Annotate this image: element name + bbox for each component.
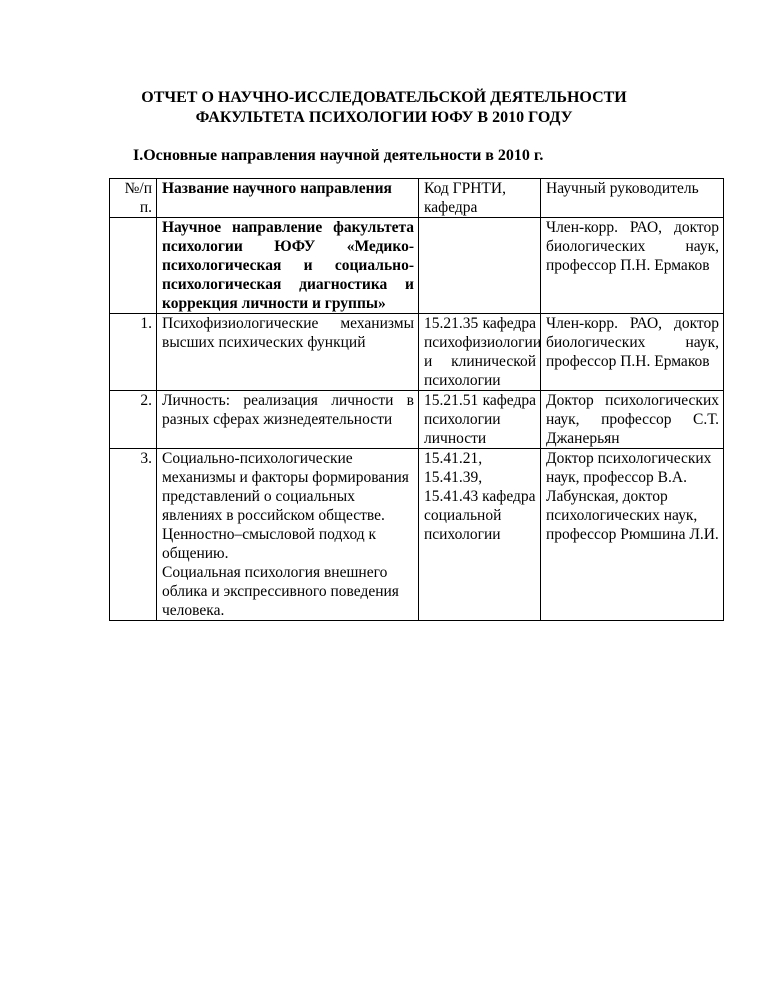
row-name-line: Ценностно–смысловой подход к общению.	[162, 526, 377, 562]
row-num: 2.	[110, 391, 157, 449]
header-num: №/п п.	[110, 179, 157, 218]
document-title	[0, 88, 768, 128]
row-leader: Доктор психологических наук, профессор С.Т. Джанерьян	[541, 391, 724, 449]
row-code: 15.41.21, 15.41.39, 15.41.43 кафедра социальной психологии	[419, 449, 541, 621]
title-line-2: ФАКУЛЬТЕТА ПСИХОЛОГИИ ЮФУ В 2010 ГОДУ	[195, 109, 573, 126]
row-code: 15.21.51 кафедра психологии личности	[419, 391, 541, 449]
title-line-1: ОТЧЕТ О НАУЧНО-ИССЛЕДОВАТЕЛЬСКОЙ ДЕЯТЕЛЬНОСТИ	[141, 89, 627, 106]
row-leader: Доктор психологических наук, профессор В.А. Лабунская, доктор психологических наук, профессор Рюмшина Л.И.	[541, 449, 724, 621]
table-row	[110, 314, 724, 391]
row-name-line: Социально-психологические механизмы и факторы формирования представлений о социальных явлениях в российском обществе.	[162, 450, 409, 524]
row-name-line: Социальная психология внешнего облика и экспрессивного поведения человека.	[162, 564, 399, 619]
row-num: 1.	[110, 314, 157, 391]
row-num: 3.	[110, 449, 157, 621]
row-num	[110, 218, 157, 314]
header-name: Название научного направления	[157, 179, 419, 218]
row-code: 15.21.35 кафедра психофизиологии и клинической психологии	[419, 314, 541, 391]
table-header-row	[110, 179, 724, 218]
row-name: Психофизиологические механизмы высших психических функций	[157, 314, 419, 391]
row-leader: Член-корр. РАО, доктор биологических наук, профессор П.Н. Ермаков	[541, 218, 724, 314]
row-name: Личность: реализация личности в разных сферах жизнедеятельности	[157, 391, 419, 449]
section-heading: I.Основные направления научной деятельности в 2010 г.	[133, 147, 544, 164]
row-name: Научное направление факультета психологии ЮФУ «Медико-психологическая и социально-психологическая диагностика и коррекция личности и группы»	[157, 218, 419, 314]
header-code: Код ГРНТИ, кафедра	[419, 179, 541, 218]
table-row	[110, 449, 724, 621]
table-row	[110, 391, 724, 449]
research-directions-table	[109, 178, 724, 621]
table-row	[110, 218, 724, 314]
row-leader: Член-корр. РАО, доктор биологических наук, профессор П.Н. Ермаков	[541, 314, 724, 391]
row-code	[419, 218, 541, 314]
row-name	[157, 449, 419, 621]
header-leader: Научный руководитель	[541, 179, 724, 218]
